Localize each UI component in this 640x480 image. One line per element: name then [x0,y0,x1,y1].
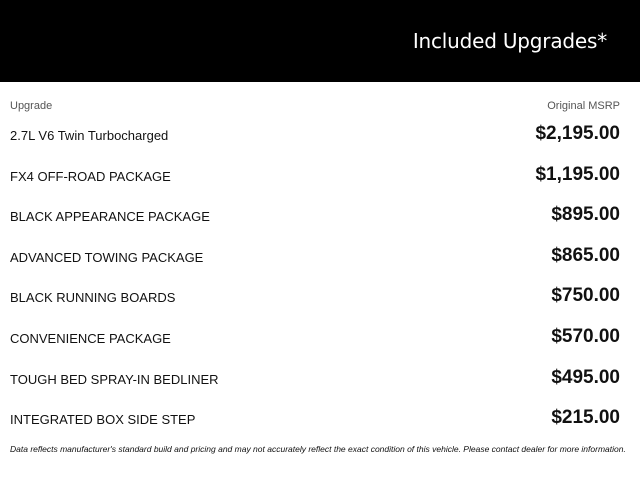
table-row [10,116,620,157]
upgrade-price: $750.00 [551,285,620,307]
msrp-column-header: Original MSRP [547,100,620,112]
table-row [10,360,620,401]
upgrade-name: ADVANCED TOWING PACKAGE [10,249,204,265]
page-title: Included Upgrades* [412,29,607,53]
table-row [10,278,620,319]
upgrades-table [10,96,620,441]
upgrade-name: TOUGH BED SPRAY-IN BEDLINER [10,371,219,387]
table-row [10,157,620,198]
table-row [10,400,620,441]
upgrade-name: INTEGRATED BOX SIDE STEP [10,412,196,428]
upgrade-price: $2,195.00 [535,123,620,144]
disclaimer-text: Data reflects manufacturer's standard build and pricing and may not accurately reflect the exact condition of this vehicle. Please contact dealer for more information. [10,444,626,454]
table-row [10,197,620,238]
upgrade-price: $865.00 [551,244,620,266]
upgrade-price: $895.00 [551,204,620,226]
upgrade-price: $215.00 [551,407,620,429]
upgrade-name: FX4 OFF-ROAD PACKAGE [10,168,171,184]
upgrade-name: BLACK RUNNING BOARDS [10,290,176,306]
table-row [10,319,620,360]
header-banner [0,0,640,82]
upgrade-name: 2.7L V6 Twin Turbocharged [10,128,169,143]
upgrade-price: $495.00 [551,366,620,388]
upgrade-price: $1,195.00 [535,163,620,185]
upgrade-price: $570.00 [551,325,620,347]
upgrade-column-header: Upgrade [10,100,53,112]
upgrade-name: BLACK APPEARANCE PACKAGE [10,209,210,225]
table-header [10,96,620,116]
table-row [10,238,620,279]
upgrade-name: CONVENIENCE PACKAGE [10,330,171,346]
